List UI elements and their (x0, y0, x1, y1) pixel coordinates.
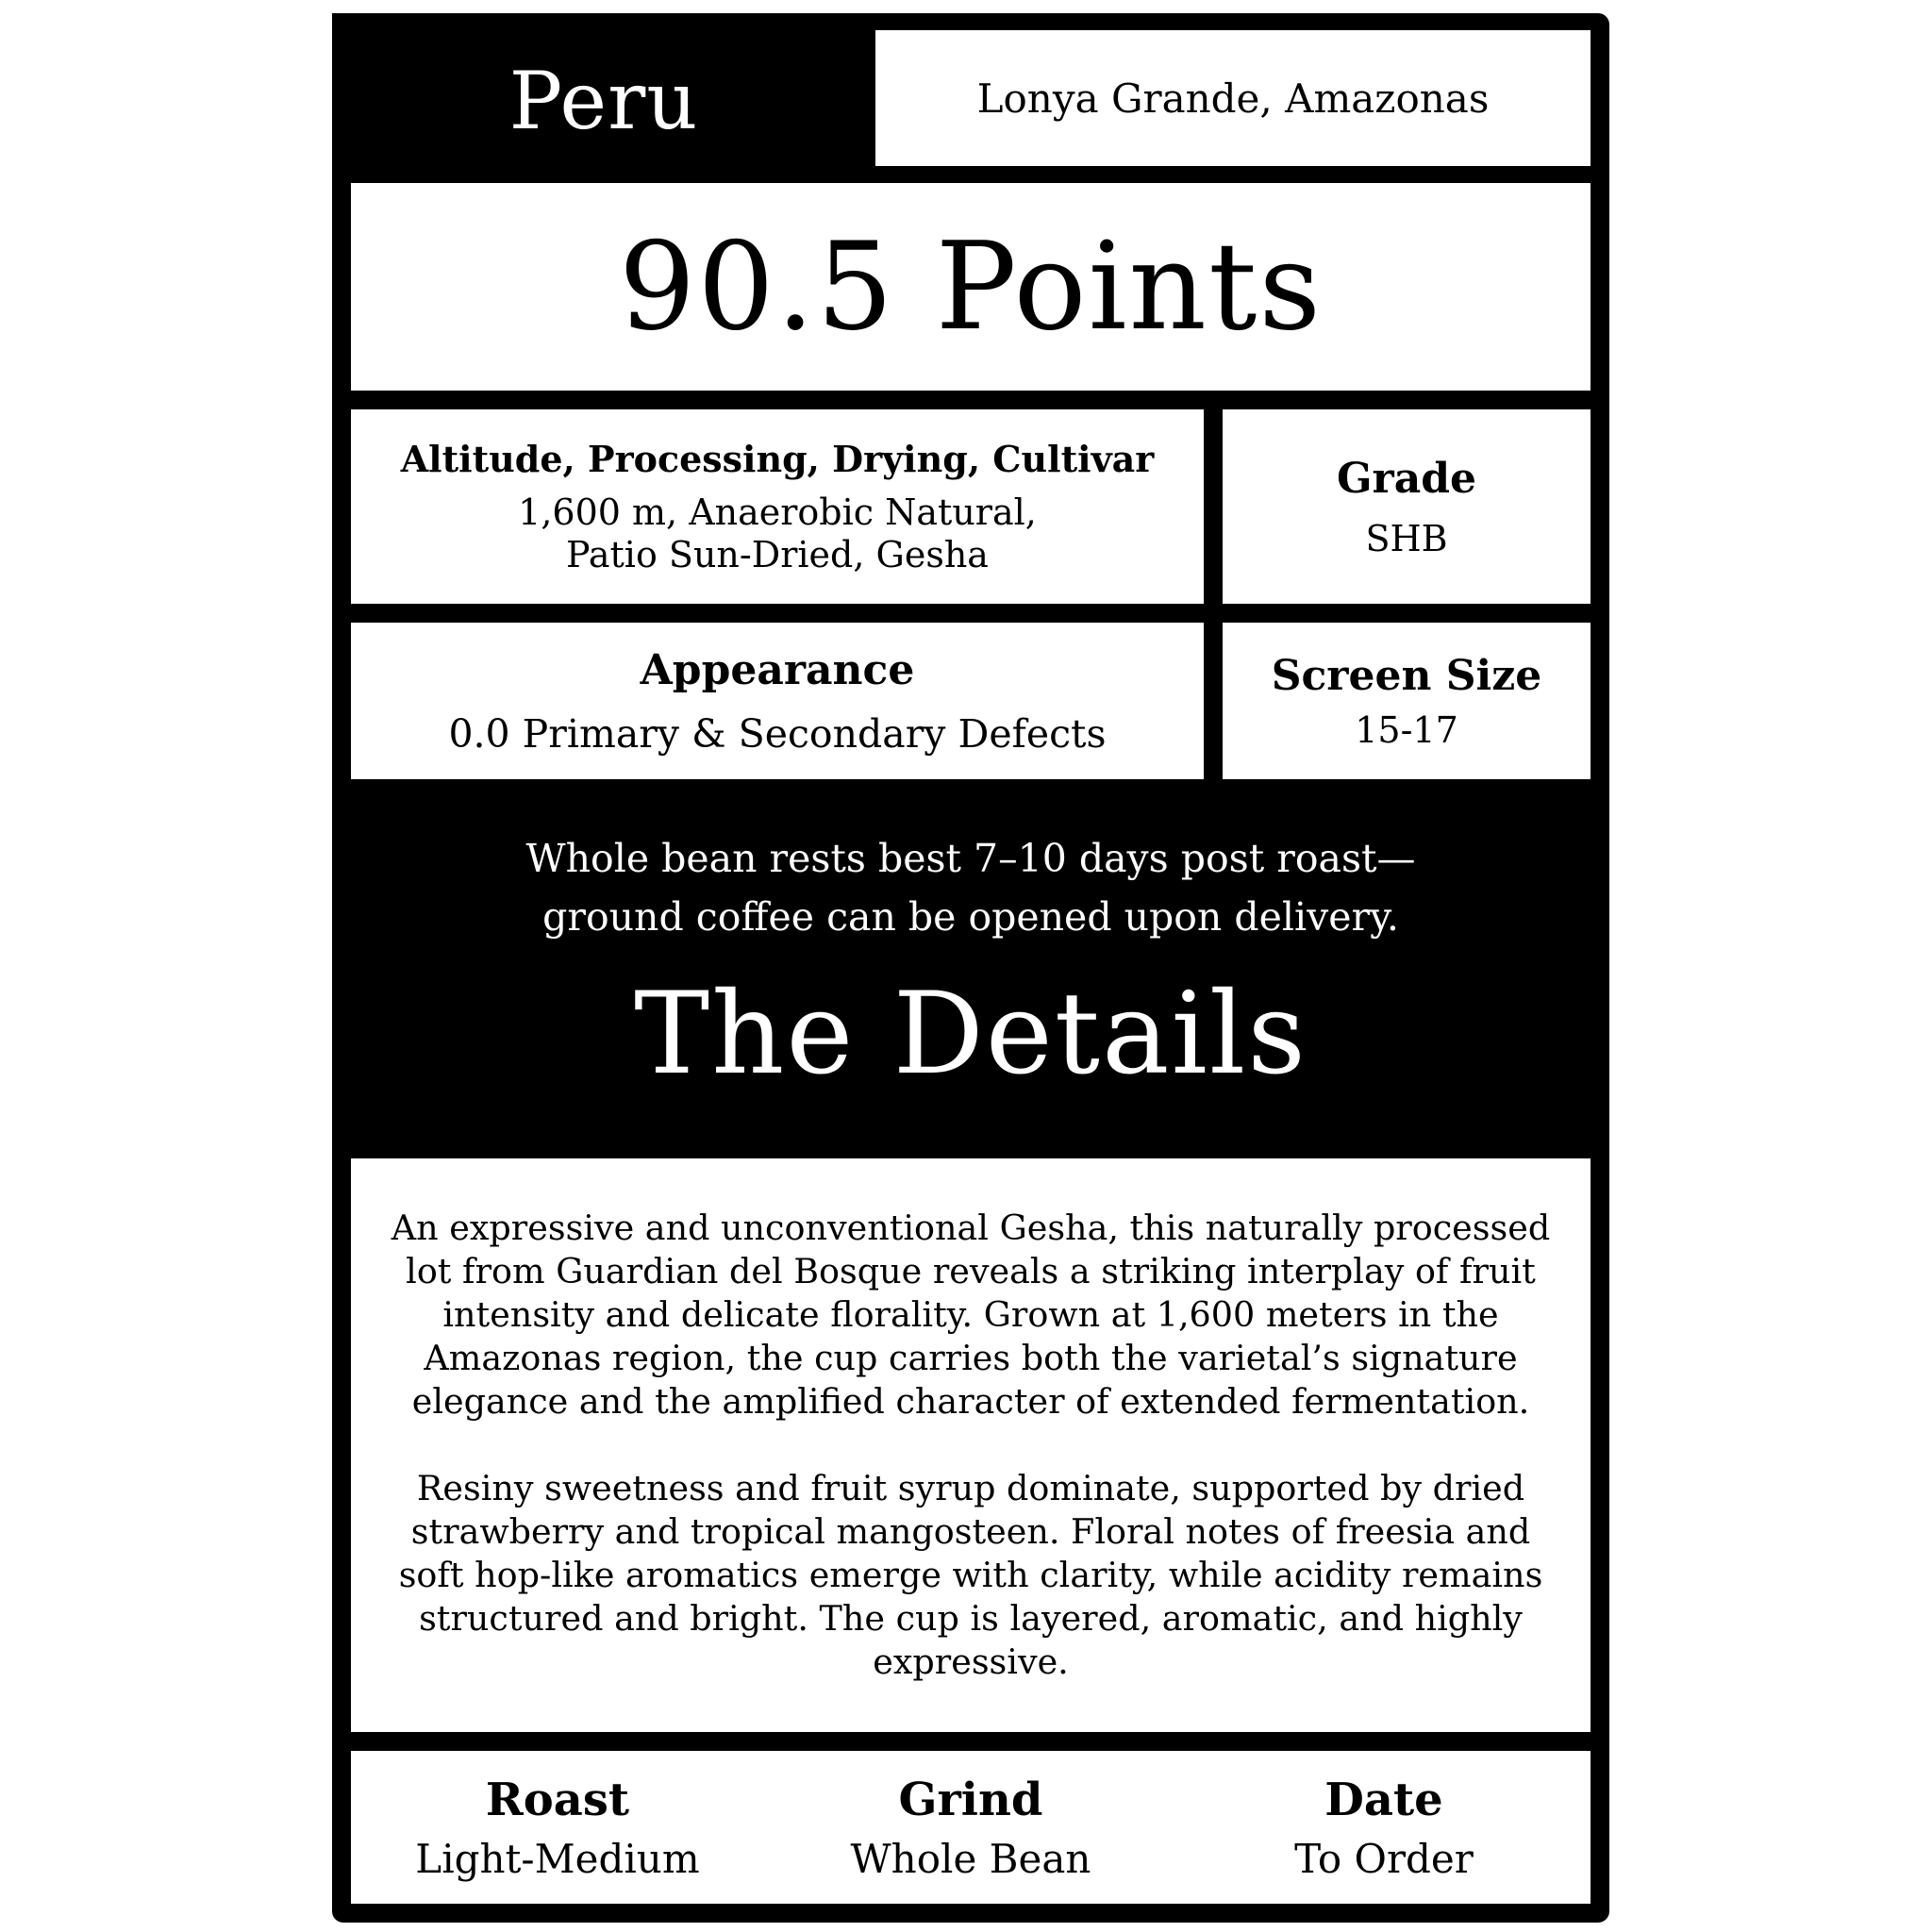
description-panel (351, 1158, 1591, 1732)
footer-panel (351, 1751, 1591, 1904)
rest-note-panel (332, 791, 1609, 1140)
rest-note (526, 830, 1416, 946)
cupping-score: 90.5 Points (618, 216, 1324, 358)
grade-panel (1223, 409, 1591, 604)
screen-size-value: 15-17 (1355, 708, 1458, 751)
grind-value: Whole Bean (850, 1835, 1091, 1882)
specs-panel (351, 409, 1204, 604)
date-cell (1177, 1751, 1591, 1904)
screen-size-title: Screen Size (1271, 651, 1542, 700)
description-paragraph-1: An expressive and unconventional Gesha, this naturally processed lot from Guardian del Bosque reveals a striking interplay of fruit intensity and delicate florality. Grown at 1,600 meters in the Amazonas region, the cup carries both the varietal’s signature elegance and the amplified character of extended fermentation. (391, 1208, 1551, 1422)
region-panel (875, 30, 1591, 166)
appearance-panel (351, 623, 1204, 779)
roast-value: Light-Medium (415, 1835, 700, 1882)
grind-cell (764, 1751, 1177, 1904)
appearance-title: Appearance (640, 645, 915, 694)
grade-value: SHB (1365, 517, 1448, 559)
grind-title: Grind (898, 1773, 1043, 1826)
date-title: Date (1324, 1773, 1443, 1826)
score-panel (351, 183, 1591, 391)
appearance-value: 0.0 Primary & Secondary Defects (448, 710, 1107, 757)
specs-line-1: 1,600 m, Anaerobic Natural, (518, 491, 1037, 533)
country-panel (332, 13, 875, 183)
grade-title: Grade (1336, 454, 1477, 503)
country-name: Peru (508, 55, 699, 147)
region-name: Lonya Grande, Amazonas (976, 75, 1490, 122)
description-paragraph-2: Resiny sweetness and fruit syrup dominate, supported by dried strawberry and tropical mangosteen. Floral notes of freesia and soft hop-like aromatics emerge with clarity, while acidity remains structured and bright. The cup is layered, aromatic, and highly expressive. (398, 1468, 1543, 1682)
roast-cell (351, 1751, 764, 1904)
rest-note-line-1: Whole bean rests best 7–10 days post roast— (525, 836, 1416, 881)
details-heading: The Details (634, 969, 1307, 1100)
specs-title: Altitude, Processing, Drying, Cultivar (400, 437, 1155, 480)
rest-note-line-2: ground coffee can be opened upon delivery. (542, 893, 1399, 940)
roast-title: Roast (485, 1773, 630, 1826)
screen-size-panel (1223, 623, 1591, 779)
specs-line-2: Patio Sun-Dried, Gesha (566, 533, 989, 575)
date-value: To Order (1294, 1835, 1474, 1882)
